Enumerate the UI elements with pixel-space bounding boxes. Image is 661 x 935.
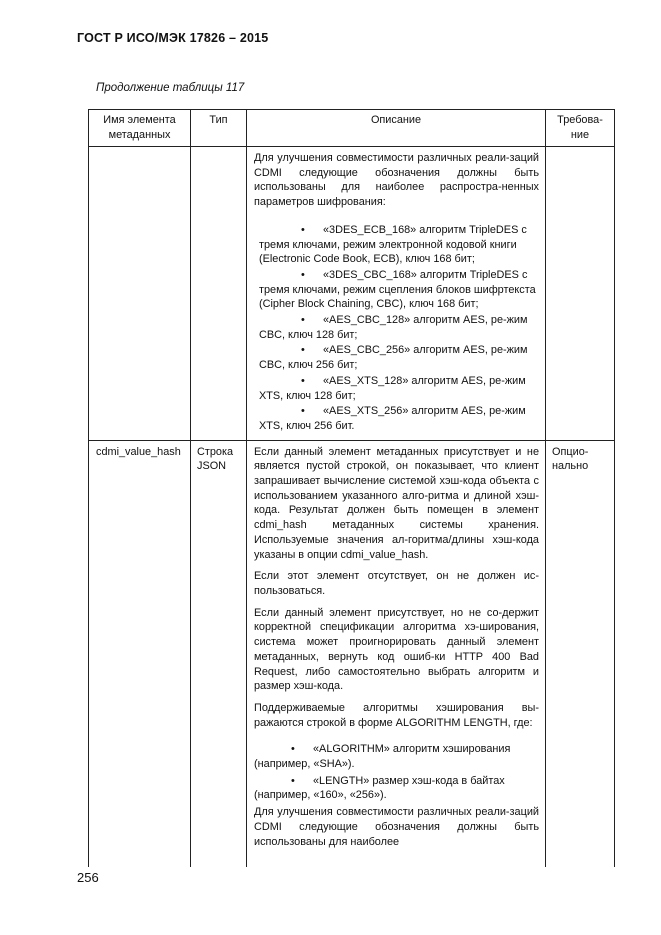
list-item: • «AES_XTS_128» алгоритм AES, ре-жим XTS, ключ 128 бит; — [259, 374, 526, 402]
list-item: • «3DES_ECB_168» алгоритм TripleDES с тремя ключами, режим электронной кодовой книги (Electronic Code Book, ECB), ключ 168 бит; — [259, 223, 527, 266]
cell-type: Строка JSON — [191, 440, 247, 867]
column-header-description: Описание — [247, 110, 546, 147]
description-paragraph: Если этот элемент отсутствует, он не должен ис-пользоваться. — [254, 570, 539, 597]
hash-format-list — [254, 742, 539, 803]
description-paragraph: Если данный элемент метаданных присутствует и не является пустой строкой, он показывает, что клиент запрашивает вычисление системой хэш-кода объекта с использованием указанного алго-ритма и длиной хэш-кода. Результат должен быть помещен в элемент cdmi_hash метаданных системы хранения. Используемые значения ал-горитма/длины хэш-кода указаны в опции cdmi_value_hash. — [254, 445, 539, 561]
table-caption: Продолжение таблицы 117 — [96, 82, 245, 94]
cell-requirement: Опцио-нально — [546, 440, 615, 867]
table-row — [89, 147, 615, 441]
cell-requirement — [546, 147, 615, 441]
column-header-requirement: Требова-ние — [546, 110, 615, 147]
page-number: 256 — [77, 870, 99, 885]
list-item: • «LENGTH» размер хэш-кода в байтах (например, «160», «256»). — [254, 774, 505, 802]
cell-name — [89, 147, 191, 441]
encryption-algorithms-list — [254, 223, 539, 434]
column-header-name: Имя элемента метаданных — [89, 110, 191, 147]
description-paragraph: Поддерживаемые алгоритмы хэширования вы-ражаются строкой в форме ALGORITHM LENGTH, где: — [254, 701, 539, 729]
document-header: ГОСТ Р ИСО/МЭК 17826 – 2015 — [77, 31, 269, 45]
cell-name: cdmi_value_hash — [89, 440, 191, 867]
column-header-type: Тип — [191, 110, 247, 147]
cell-description — [247, 440, 546, 867]
cell-description — [247, 147, 546, 441]
description-paragraph: Для улучшения совместимости различных реали-заций CDMI следующие обозначения должны быть использованы для наиболее распростра-ненных параметров шифрования: — [254, 152, 539, 209]
list-item: • «AES_CBC_128» алгоритм AES, ре-жим CBC, ключ 128 бит; — [259, 314, 528, 341]
list-item: • «AES_CBC_256» алгоритм AES, ре-жим CBC, ключ 256 бит; — [259, 344, 528, 372]
description-paragraph: Если данный элемент присутствует, но не со-держит корректной спецификации алгоритма хэ-ширования, система может проигнорировать данный элемент метаданных, вернуть код ошиб-ки HTTP 400 Bad Request, либо самостоятельно выбрать алгоритм и размер хэш-кода. — [254, 606, 539, 693]
metadata-table — [88, 109, 615, 867]
list-item: • «AES_XTS_256» алгоритм AES, ре-жим XTS, ключ 256 бит. — [259, 405, 526, 432]
description-paragraph: Для улучшения совместимости различных реали-заций CDMI следующие обозначения должны быть использованы для наиболее — [254, 806, 539, 848]
cell-type — [191, 147, 247, 441]
table-header-row — [89, 110, 615, 147]
table-row — [89, 440, 615, 867]
list-item: • «3DES_CBC_168» алгоритм TripleDES с тремя ключами, режим сцепления блоков шифртекста (Cipher Block Chaining, CBC), ключ 168 бит; — [259, 268, 536, 311]
list-item: • «ALGORITHM» алгоритм хэширования (например, «SHA»). — [254, 743, 511, 771]
